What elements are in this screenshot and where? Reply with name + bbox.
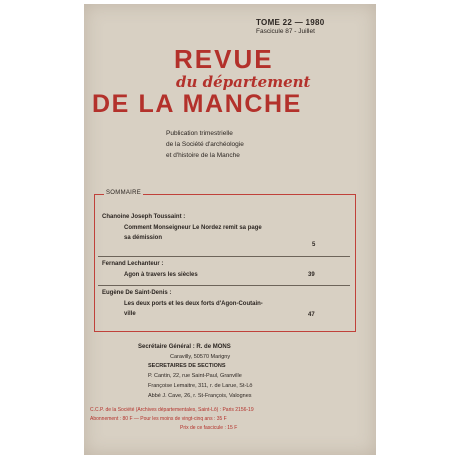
toc-title-cont: ville <box>124 311 136 317</box>
toc-divider <box>98 285 350 286</box>
tome-year: TOME 22 — 1980 <box>256 18 325 27</box>
secretary-general: Secrétaire Général : R. de MONS <box>138 344 231 350</box>
book-cover <box>84 4 376 455</box>
ccp-info: C.C.P. de la Société (Archives départementales, Saint-Lô) : Paris 2156-19 <box>90 407 254 413</box>
subscription-info: Abonnement : 80 F — Pour les moins de vingt-cinq ans : 35 F <box>90 416 227 422</box>
toc-page-number: 5 <box>312 242 316 248</box>
toc-title: Les deux ports et les deux forts d'Agon-Coutain- <box>124 301 263 307</box>
title-revue: REVUE <box>174 44 274 74</box>
toc-title: Comment Monseigneur Le Nordez remit sa page <box>124 225 262 231</box>
toc-title-cont: sa démission <box>124 235 163 241</box>
section-secretary: P. Cantin, 22, rue Saint-Paul, Granville <box>148 373 242 379</box>
title-du-departement: du département <box>176 73 311 91</box>
toc-author: Fernand Lechanteur : <box>102 261 164 267</box>
toc-author: Eugène De Saint-Denis : <box>102 290 172 296</box>
section-secretary: Françoise Lemaitre, 311, r. de Larue, St-Lô <box>148 383 253 389</box>
fascicule-info: Fascicule 87 - Juillet <box>256 28 315 35</box>
publication-line: et d'histoire de la Manche <box>166 152 240 159</box>
sections-heading: SECRETAIRES DE SECTIONS <box>148 363 226 369</box>
publication-line: de la Société d'archéologie <box>166 141 244 148</box>
publication-info <box>166 128 244 161</box>
toc-title: Agon à travers les siècles <box>124 272 198 278</box>
issue-price: Prix de ce fascicule : 15 F <box>180 425 238 431</box>
toc-divider <box>98 256 350 257</box>
sommaire-label: SOMMAIRE <box>106 190 142 196</box>
toc-page-number: 39 <box>308 272 315 278</box>
title-de-la-manche: DE LA MANCHE <box>92 90 302 118</box>
section-secretary: Abbé J. Cave, 26, r. St-François, Valognes <box>148 393 252 399</box>
toc-author: Chanoine Joseph Toussaint : <box>102 214 186 220</box>
publication-line: Publication trimestrielle <box>166 130 233 137</box>
secretary-address: Caravilly, 50570 Marigny <box>170 354 231 360</box>
toc-page-number: 47 <box>308 312 315 318</box>
